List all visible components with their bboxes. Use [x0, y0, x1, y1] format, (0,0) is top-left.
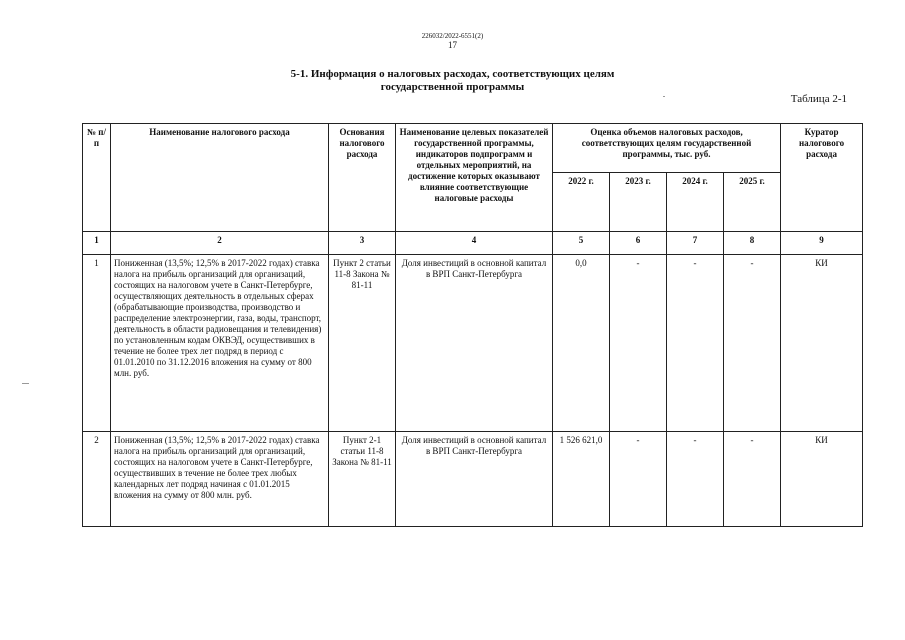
column-number: 5 [553, 232, 610, 255]
row-indicator: Доля инвестиций в основной капитал в ВРП Санкт-Петербурга [396, 432, 553, 527]
col-header-basis: Основания налогового расхода [329, 124, 396, 232]
section-title [0, 68, 905, 94]
row-value-2024: - [667, 255, 724, 432]
row-value-2022: 1 526 621,0 [553, 432, 610, 527]
column-number: 6 [610, 232, 667, 255]
scan-dot [663, 96, 665, 97]
document-id: 226032/2022-6551(2) [421, 32, 484, 40]
col-header-curator: Куратор налогового расхода [781, 124, 863, 232]
row-value-2023: - [610, 432, 667, 527]
header-row [83, 124, 863, 173]
col-header-estimate: Оценка объемов налоговых расходов, соответствующих целям государственной программы, тыс. руб. [553, 124, 781, 173]
col-header-2023: 2023 г. [610, 173, 667, 232]
row-curator: КИ [781, 255, 863, 432]
table-row [83, 255, 863, 432]
row-value-2022: 0,0 [553, 255, 610, 432]
column-number: 8 [724, 232, 781, 255]
page-number: 17 [448, 40, 457, 50]
col-header-2024: 2024 г. [667, 173, 724, 232]
row-tax-expenditure-name: Пониженная (13,5%; 12,5% в 2017-2022 годах) ставка налога на прибыль организаций для организаций, состоящих на налоговом учете в Санкт-Петербурге, осуществляющих деятельность в отдельных сферах (обрабатывающие производства, производство и распределение электроэнергии, газа, воды, транспорт, деятельность в области радиовещания и телевидения) по установленным кодам ОКВЭД, осуществивших в течение не более трех лет подряд в период с 01.01.2010 по 31.12.2016 вложения на сумму от 800 млн. руб. [111, 255, 329, 432]
column-number: 1 [83, 232, 111, 255]
column-number: 2 [111, 232, 329, 255]
column-number: 7 [667, 232, 724, 255]
scan-mark [22, 383, 29, 384]
col-header-name: Наименование налогового расхода [111, 124, 329, 232]
column-number-row [83, 232, 863, 255]
col-header-2022: 2022 г. [553, 173, 610, 232]
row-basis: Пункт 2-1 статьи 11-8 Закона № 81-11 [329, 432, 396, 527]
row-value-2024: - [667, 432, 724, 527]
row-num: 1 [83, 255, 111, 432]
table-label: Таблица 2-1 [790, 93, 847, 105]
row-indicator: Доля инвестиций в основной капитал в ВРП Санкт-Петербурга [396, 255, 553, 432]
column-number: 4 [396, 232, 553, 255]
section-title-line-1: 5-1. Информация о налоговых расходах, соответствующих целям [290, 68, 615, 80]
row-tax-expenditure-name: Пониженная (13,5%; 12,5% в 2017-2022 годах) ставка налога на прибыль организаций для организаций, состоящих на налоговом учете в Санкт-Петербурге, осуществивших в течение не более трех любых календарных лет подряд начиная с 01.01.2015 вложения на сумму от 800 млн. руб. [111, 432, 329, 527]
row-value-2023: - [610, 255, 667, 432]
row-num: 2 [83, 432, 111, 527]
row-curator: КИ [781, 432, 863, 527]
col-header-num: № п/п [83, 124, 111, 232]
col-header-2025: 2025 г. [724, 173, 781, 232]
row-value-2025: - [724, 432, 781, 527]
table-row [83, 432, 863, 527]
tax-expenditure-table [82, 123, 863, 527]
column-number: 3 [329, 232, 396, 255]
row-value-2025: - [724, 255, 781, 432]
column-number: 9 [781, 232, 863, 255]
col-header-indicators: Наименование целевых показателей государственной программы, индикаторов подпрограмм и отдельных мероприятий, на достижение которых оказывают влияние соответствующие налоговые расходы [396, 124, 553, 232]
section-title-line-2: государственной программы [380, 81, 525, 93]
row-basis: Пункт 2 статьи 11-8 Закона № 81-11 [329, 255, 396, 432]
